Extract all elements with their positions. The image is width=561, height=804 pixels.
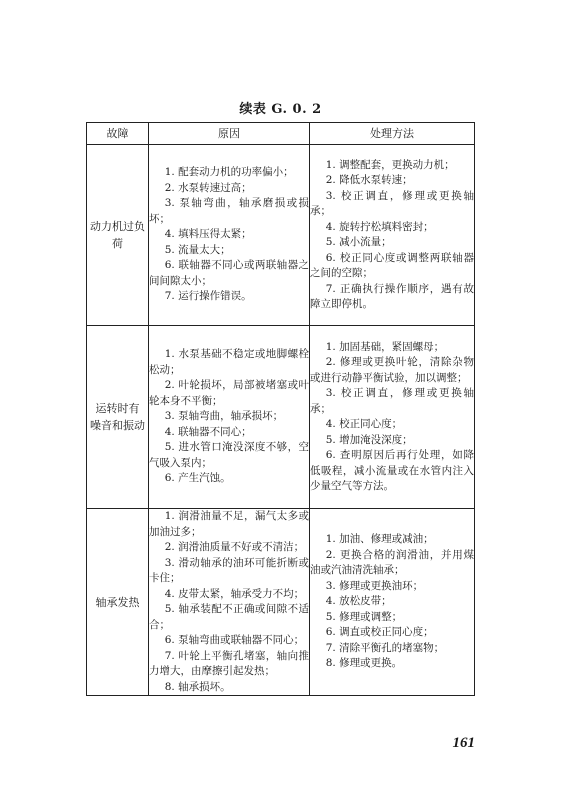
method-item: 7. 正确执行操作顺序，遇有故障立即停机。 bbox=[310, 282, 474, 310]
header-cause: 原因 bbox=[149, 123, 310, 145]
method-item: 1. 调整配套，更换动力机； bbox=[325, 158, 455, 171]
fault-label: 噪音和振动 bbox=[90, 419, 145, 432]
method-item: 2. 更换合格的润滑油，并用煤油或汽油清洗轴承； bbox=[310, 548, 474, 577]
cause-cell bbox=[149, 326, 310, 509]
cause-item: 1. 配套动力机的功率偏小； bbox=[164, 166, 294, 179]
cause-cell bbox=[149, 145, 310, 326]
method-cell bbox=[310, 509, 475, 696]
page-number: 161 bbox=[452, 735, 475, 751]
method-item: 2. 降低水泵转速； bbox=[325, 174, 413, 186]
cause-item: 5. 轴承装配不正确或间隙不适合； bbox=[149, 603, 309, 631]
cause-item: 3. 泵轴弯曲，轴承损坏； bbox=[164, 410, 284, 423]
method-item: 3. 校正调直，修理或更换轴承； bbox=[310, 189, 474, 217]
cause-item: 7. 叶轮上平衡孔堵塞，轴向推力增大，由摩擦引起发热； bbox=[149, 649, 309, 677]
method-cell bbox=[310, 326, 475, 509]
method-item: 5. 减小流量； bbox=[325, 236, 392, 248]
table-caption: 续表 G. 0. 2 bbox=[239, 102, 322, 117]
fault-table bbox=[86, 122, 475, 696]
header-fault: 故障 bbox=[87, 123, 149, 145]
cause-item: 6. 联轴器不同心或两联轴器之间间隙太小； bbox=[149, 259, 309, 287]
fault-label: 运转时有 bbox=[95, 402, 140, 415]
method-item: 1. 加固基础，紧固螺母； bbox=[325, 340, 445, 353]
cause-item: 4. 联轴器不同心； bbox=[164, 425, 252, 438]
cause-item: 3. 泵轴弯曲，轴承磨损或损坏； bbox=[149, 197, 309, 225]
cause-item: 5. 流量太大； bbox=[164, 243, 231, 256]
cause-item: 3. 滑动轴承的油环可能折断或卡住； bbox=[149, 556, 309, 584]
cause-item: 4. 填料压得太紧； bbox=[164, 228, 252, 241]
table-row bbox=[87, 509, 475, 696]
fault-cell bbox=[87, 145, 149, 326]
method-item: 3. 校正调直，修理或更换轴承； bbox=[310, 387, 474, 415]
cause-item: 2. 叶轮损坏，局部被堵塞或叶轮本身不平衡； bbox=[149, 379, 309, 407]
method-item: 2. 修理或更换叶轮，清除杂物或进行动静平衡试验，加以调整； bbox=[310, 356, 474, 384]
cause-item: 6. 产生汽蚀。 bbox=[164, 472, 231, 485]
cause-item: 8. 轴承损坏。 bbox=[164, 680, 231, 693]
cause-item: 1. 水泵基础不稳定或地脚螺栓松动； bbox=[149, 348, 309, 376]
fault-cell bbox=[87, 326, 149, 509]
method-item: 6. 校正同心度或调整两联轴器之间的空隙； bbox=[310, 251, 474, 279]
table-row bbox=[87, 326, 475, 509]
table-row bbox=[87, 145, 475, 326]
cause-cell bbox=[149, 509, 310, 696]
method-item: 3. 修理或更换油环； bbox=[325, 579, 424, 592]
cause-item: 2. 润滑油质量不好或不清洁； bbox=[164, 541, 305, 553]
method-item: 4. 放松皮带； bbox=[325, 595, 392, 608]
method-item: 8. 修理或更换。 bbox=[325, 657, 403, 670]
header-method: 处理方法 bbox=[310, 123, 475, 145]
method-item: 4. 旋转拧松填料密封； bbox=[325, 220, 434, 233]
method-item: 6. 调直或校正同心度； bbox=[325, 626, 434, 639]
method-item: 5. 增加淹没深度； bbox=[325, 433, 413, 446]
fault-label: 动力机过负荷 bbox=[90, 220, 145, 250]
method-item: 4. 校正同心度； bbox=[325, 418, 403, 430]
fault-label: 轴承发热 bbox=[95, 595, 140, 609]
method-item: 1. 加油、修理或减油； bbox=[325, 533, 434, 546]
method-item: 5. 修理或调整； bbox=[325, 610, 403, 623]
cause-item: 7. 运行操作错误。 bbox=[164, 290, 252, 303]
header-row bbox=[87, 123, 475, 145]
method-item: 6. 查明原因后再行处理，如降低吸程，减小流量或在水管内注入少量空气等方法。 bbox=[310, 449, 474, 492]
cause-item: 2. 水泵转速过高； bbox=[164, 181, 252, 194]
method-cell bbox=[310, 145, 475, 326]
cause-item: 1. 润滑油量不足，漏气太多或加油过多； bbox=[149, 510, 309, 538]
cause-item: 6. 泵轴弯曲或联轴器不同心； bbox=[164, 634, 305, 646]
cause-item: 4. 皮带太紧，轴承受力不均； bbox=[164, 587, 305, 600]
method-item: 7. 清除平衡孔的堵塞物； bbox=[325, 641, 445, 654]
cause-item: 5. 进水管口淹没深度不够，空气吸入泵内； bbox=[149, 441, 309, 469]
fault-cell bbox=[87, 509, 149, 696]
